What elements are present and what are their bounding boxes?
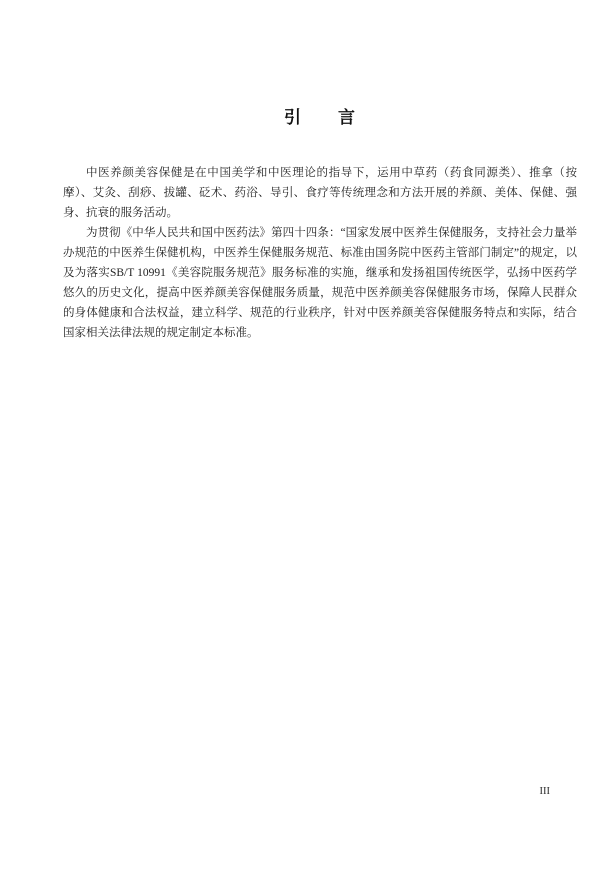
- body-paragraph-2: 为贯彻《中华人民共和国中医药法》第四十四条：“国家发展中医养生保健服务，支持社会力量举办规范的中医养生保健机构，中医养生保健服务规范、标准由国务院中医药主管部门制定”的规定，以及为落实SB/T 10991《美容院服务规范》服务标准的实施，继承和发扬祖国传统医学，弘扬中医药学悠久的历史文化，提高中医养颜美容保健服务质量，规范中医养颜美容保健服务市场，保障人民群众的身体健康和合法权益，建立科学、规范的行业秩序，针对中医养颜美容保健服务特点和实际，结合国家相关法律法规的规定制定本标准。: [63, 227, 577, 339]
- page-number: III: [539, 786, 550, 797]
- body-paragraph-1: 中医养颜美容保健是在中国美学和中医理论的指导下，运用中草药（药食同源类）、推拿（按摩）、艾灸、刮痧、拔罐、砭术、药浴、导引、食疗等传统理念和方法开展的养颜、美体、保健、强身、抗衰的服务活动。: [63, 167, 577, 219]
- document-body: [63, 163, 577, 343]
- page-title: 引 言: [284, 108, 356, 127]
